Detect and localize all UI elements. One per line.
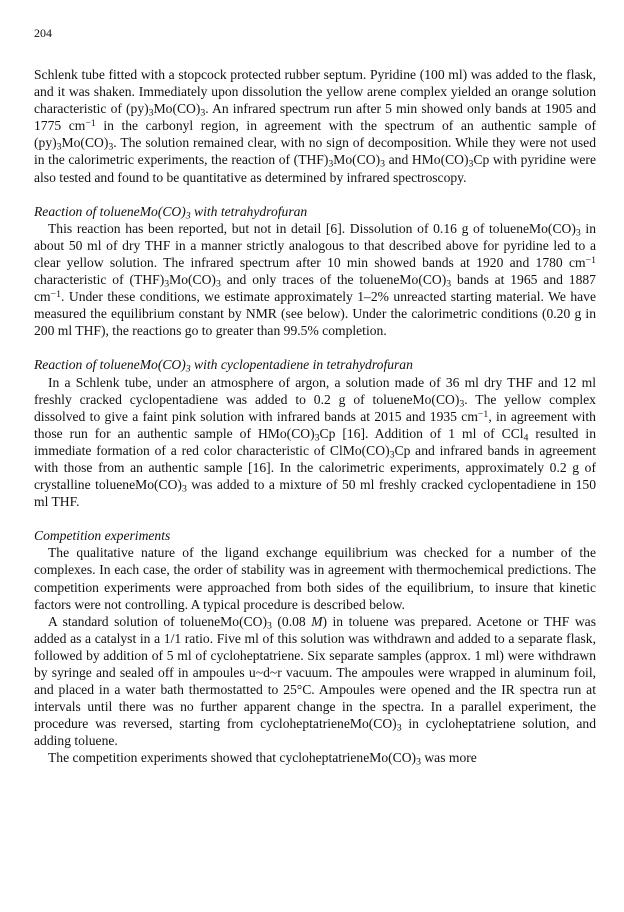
journal-page [34, 26, 596, 767]
superscript: −1 [50, 289, 62, 301]
subscript: 3 [200, 107, 206, 119]
subscript: 4 [523, 432, 529, 444]
paragraph-competition-1: The qualitative nature of the ligand exchange equilibrium was checked for a number of the complexes. In each case, the order of stability was in agreement with thermochemical predictions. The competition experiments were approached from both sides of the equilibrium, to insure that kinetic factors were not controlling. A typical procedure is described below. [34, 545, 596, 612]
paragraph-cyclopentadiene: In a Schlenk tube, under an atmosphere of argon, a solution made of 36 ml dry THF and 12 ml freshly cracked cyclopentadiene was added to 0.2 g of $tolueneMo(CO)_3$. The yellow complex dissolved to give a faint pink solution with infrared bands at 2015 and 1935 $cm^{-1}$, in agreement with those run for an authentic sample of $HMo(CO)_3Cp$ [16]. Addition of 1 ml of CCl$_4$ resulted in immediate formation of a red color characteristic of $ClMo(CO)_3Cp$ and infrared bands in agreement with those from an authentic sample [16]. In the calorimetric experiments, approximately 0.2 g of crystalline $tolueneMo(CO)_3$ was added to a mixture of 50 ml freshly cracked cyclopentadiene in 150 ml THF. [34, 374, 597, 510]
subscript: 3 [575, 227, 581, 239]
superscript: −1 [477, 408, 489, 420]
superscript: −1 [585, 254, 596, 266]
subscript: 3 [267, 620, 272, 632]
subscript: 3 [314, 432, 320, 444]
page-number: 204 [34, 26, 52, 40]
paragraph-competition-3: The competition experiments showed that $cycloheptatrieneMo(CO)_3$ was more [48, 750, 477, 769]
subscript: 3 [185, 364, 191, 376]
section-competition-experiments [34, 527, 596, 769]
section-thf-reaction [34, 203, 596, 340]
subscript: 3 [108, 142, 114, 154]
subscript: 3 [459, 398, 465, 410]
section-heading-competition: Competition experiments [34, 528, 171, 544]
subscript: 3 [181, 483, 187, 495]
subscript: 3 [389, 449, 395, 461]
subscript: 3 [468, 159, 474, 171]
section-heading-thf: Reaction of $tolueneMo(CO)_3$ with tetrahydrofuran [34, 203, 308, 222]
subscript: 3 [164, 278, 170, 290]
italic-text: M [311, 613, 323, 629]
subscript: 3 [215, 278, 221, 290]
section-heading-cyclopentadiene: Reaction of $tolueneMo(CO)_3$ with cyclopentadiene in tetrahydrofuran [34, 357, 413, 376]
subscript: 3 [446, 278, 452, 290]
subscript: 3 [380, 159, 386, 171]
paragraph-competition-2: A standard solution of $tolueneMo(CO)_3$ (0.08 M) in toluene was prepared. Acetone or THF was added as a catalyst in a 1/1 ratio. Five ml of this solution was withdrawn and added to a separate flask, followed by addition of 5 ml of cycloheptatriene. Six separate samples (approx. 1 ml) were withdrawn by syringe and sealed off in ampoules u~d~r vacuum. The ampoules were wrapped in aluminum foil, and placed in a water bath thermostatted to 25°C. Ampoules were opened and the IR spectra run at intervals until there was no further apparent change in the spectra. In a parallel experiment, the procedure was reversed, starting from $cycloheptatrieneMo(CO)_3$ in cycloheptatriene solution, and adding toluene. [34, 613, 596, 749]
subscript: 3 [328, 159, 334, 171]
section-cyclopentadiene-reaction [34, 356, 596, 510]
paragraph-thf: This reaction has been reported, but not in detail [6]. Dissolution of 0.16 g of $tolueneMo(CO)_3$ in about 50 ml of dry THF in a manner strictly analogous to that described above for pyridine led to a clear yellow solution. The infrared spectrum after 10 min showed bands at 1920 and 1780 $cm^{-1}$ characteristic of $(THF)_3Mo(CO)_3$ and only traces of the $tolueneMo(CO)_3$ bands at 1965 and 1887 $cm^{-1}$. Under these conditions, we estimate approximately 1–2% unreacted starting material. We have measured the equilibrium constant by NMR (see below). Under the calorimetric conditions (0.20 g in 200 ml THF), the reactions go to greater than 99.5% completion. [34, 220, 596, 339]
subscript: 3 [56, 142, 62, 154]
subscript: 3 [396, 723, 402, 735]
superscript: −1 [85, 118, 96, 130]
opening-paragraph: Schlenk tube fitted with a stopcock protected rubber septum. Pyridine (100 ml) was added to the flask, and it was shaken. Immediately upon dissolution the yellow arene complex yielded an orange solution characteristic of $(py)_3Mo(CO)_3$. An infrared spectrum run after 5 min showed only bands at 1905 and 1775 $cm^{-1}$ in the carbonyl region, in agreement with the spectrum of an authentic sample of $(py)_3Mo(CO)_3$. The solution remained clear, with no sign of decomposition. While they were not used in the calorimetric experiments, the reaction of $(THF)_3Mo(CO)_3$ and $HMo(CO)_3Cp$ with pyridine were also tested and found to be quantitative as determined by infrared spectroscopy. [34, 67, 596, 185]
subscript: 3 [416, 757, 421, 769]
subscript: 3 [185, 210, 191, 222]
subscript: 3 [148, 107, 154, 119]
